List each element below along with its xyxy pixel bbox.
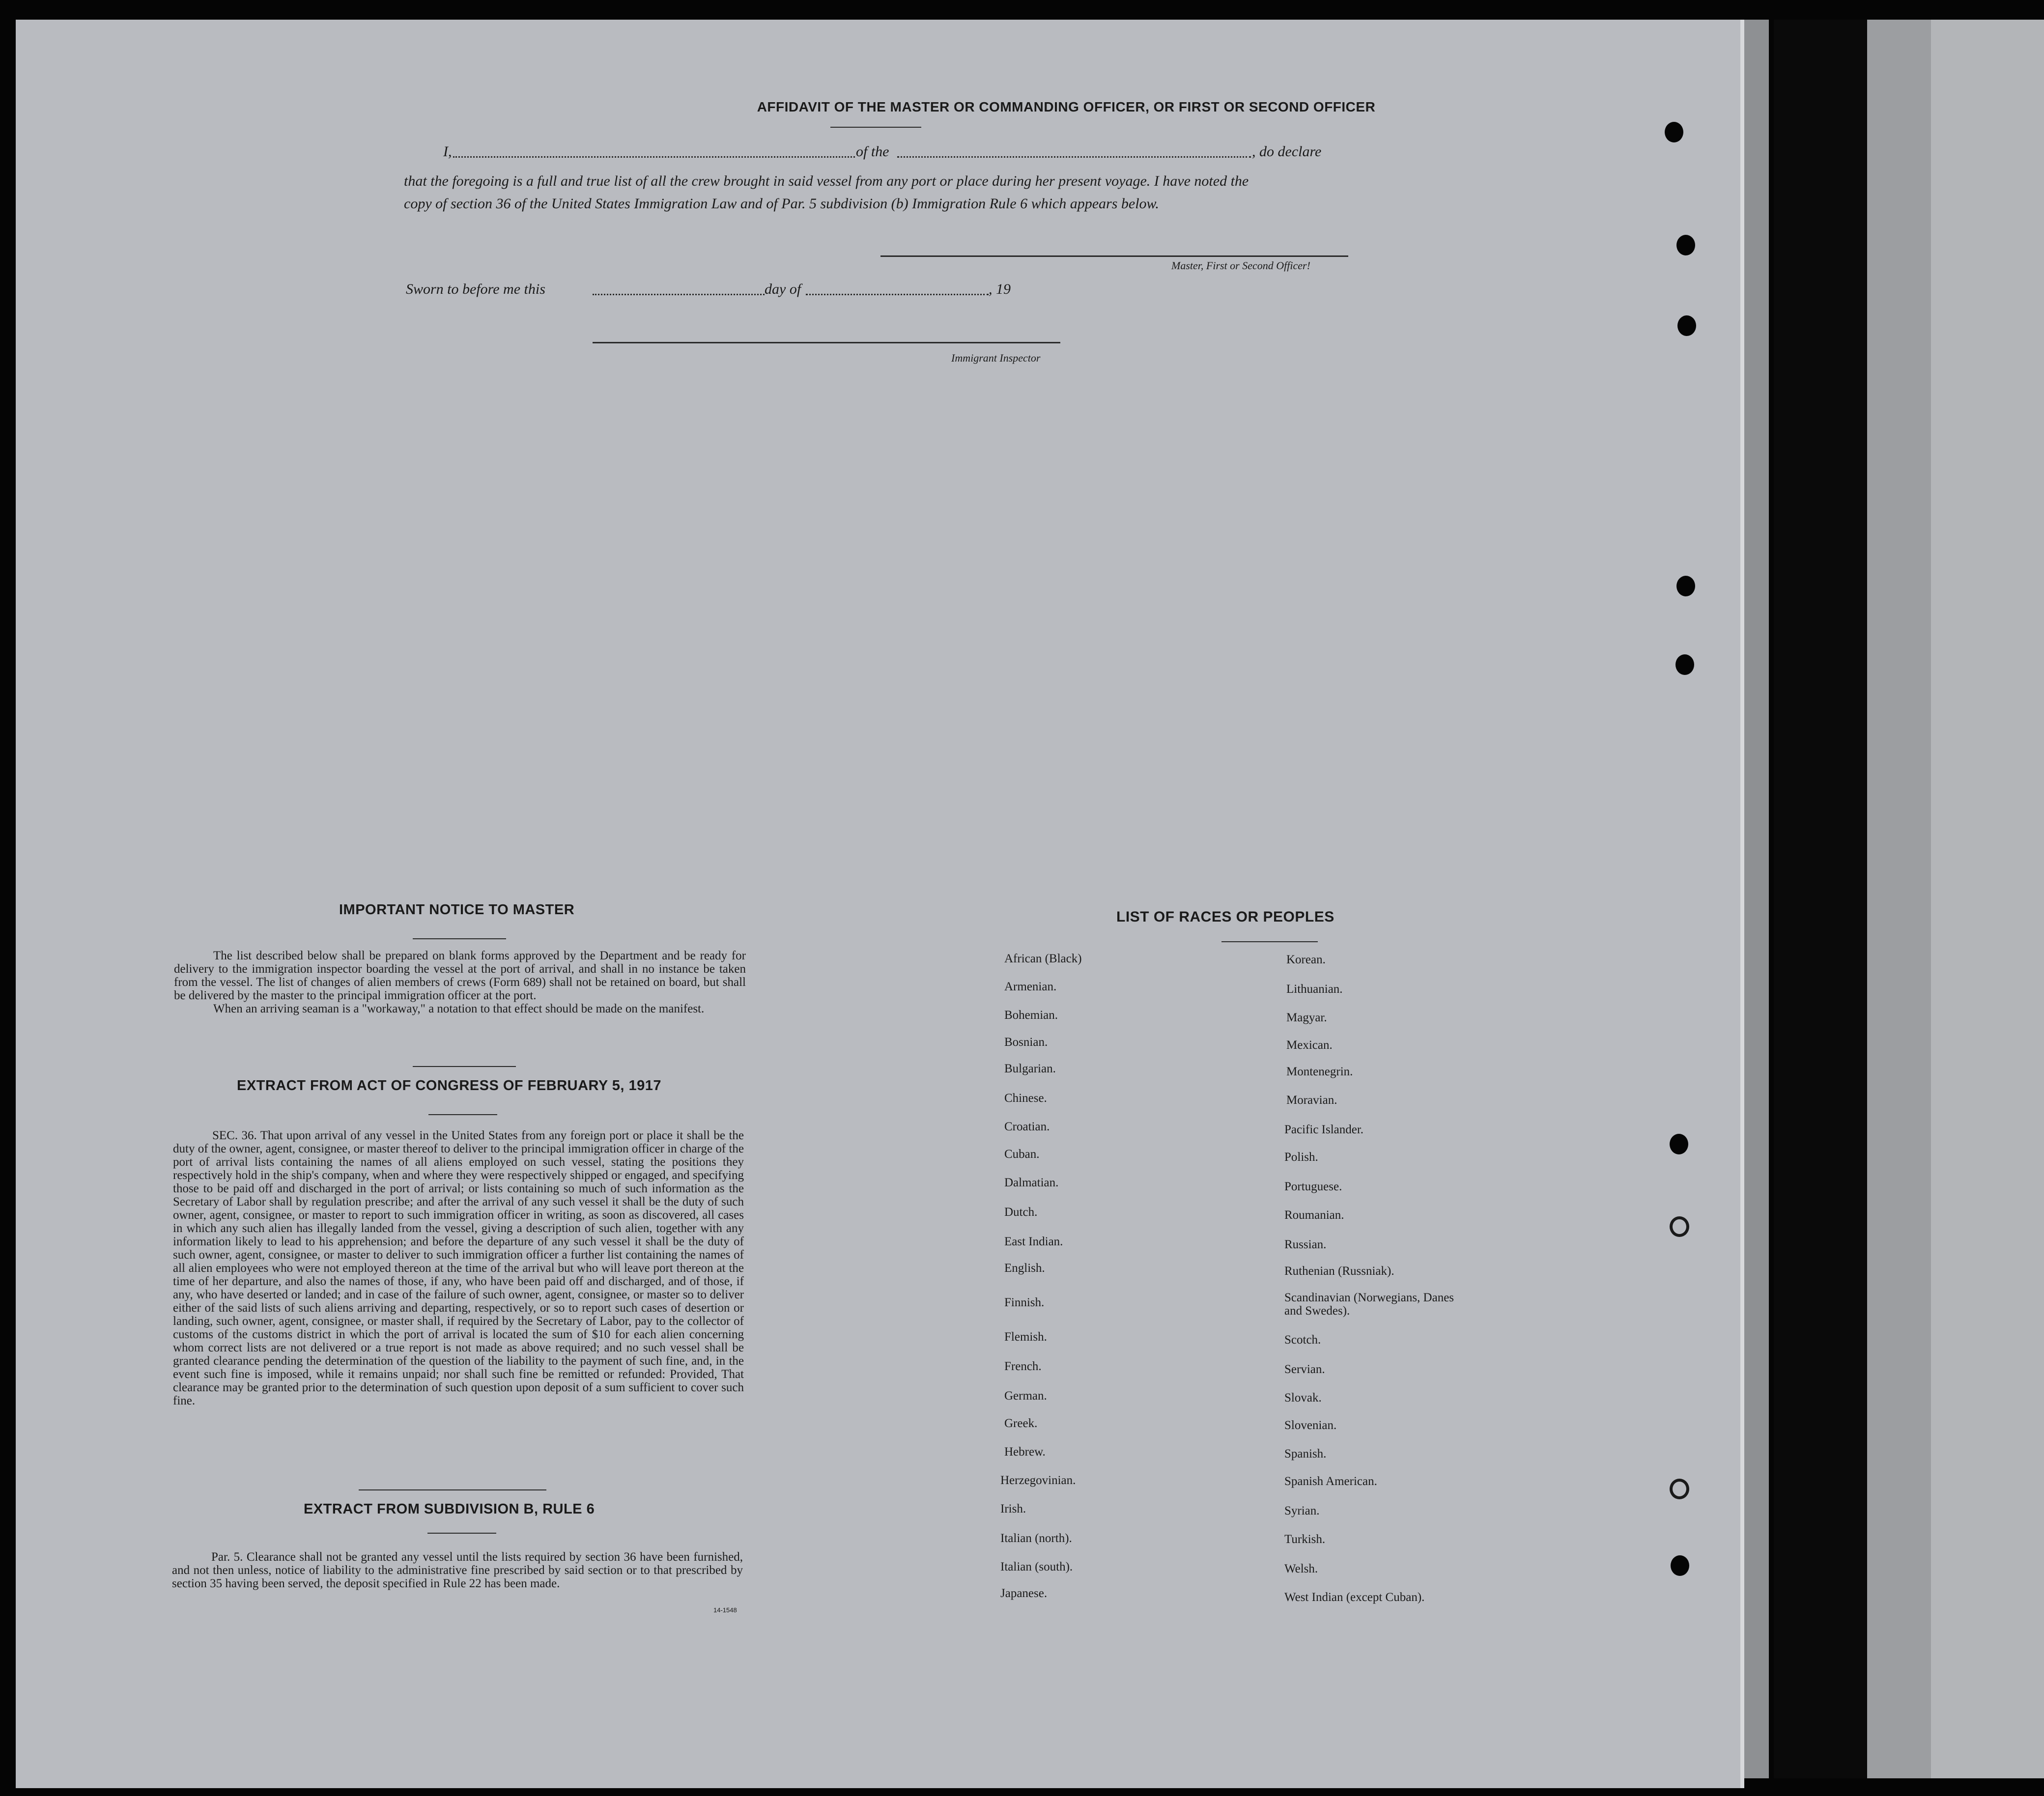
- affidavit-title-rule: [830, 127, 921, 128]
- act-top-rule: [413, 1066, 516, 1067]
- race-right: Syrian.: [1284, 1504, 1320, 1517]
- race-right: Montenegrin.: [1286, 1065, 1353, 1078]
- master-signature-line: [880, 255, 1348, 257]
- name-blank: [453, 156, 855, 158]
- race-left: Hebrew.: [1004, 1445, 1046, 1459]
- sworn-label: Sworn to before me this: [406, 281, 545, 297]
- race-right: Scandinavian (Norwegians, Danes and Swedes).: [1284, 1291, 1454, 1318]
- rule6-body: [172, 1550, 743, 1590]
- race-left: Bosnian.: [1004, 1036, 1048, 1049]
- race-right: Korean.: [1286, 953, 1326, 966]
- rule6-title: EXTRACT FROM SUBDIVISION B, RULE 6: [304, 1501, 595, 1517]
- race-right: Magyar.: [1286, 1011, 1327, 1024]
- races-title: LIST OF RACES OR PEOPLES: [1116, 909, 1334, 925]
- punch-hole: [1675, 654, 1694, 675]
- punch-hole: [1670, 1134, 1688, 1154]
- punch-hole: [1665, 122, 1683, 142]
- punch-hole: [1670, 1216, 1689, 1237]
- race-left: Finnish.: [1004, 1296, 1045, 1309]
- affidavit-line-2: that the foregoing is a full and true list of all the crew brought in said vessel from any port or place during her present voyage. I have noted the: [404, 173, 1249, 189]
- race-left: Cuban.: [1004, 1148, 1040, 1161]
- act-body: [173, 1129, 744, 1407]
- races-title-rule: [1221, 941, 1318, 942]
- notice-body: [174, 949, 746, 1015]
- race-left: Italian (north).: [1000, 1532, 1072, 1545]
- race-left: Armenian.: [1004, 980, 1057, 993]
- race-left: Croatian.: [1004, 1120, 1050, 1133]
- sworn-month-blank: [806, 294, 989, 295]
- race-right: Moravian.: [1286, 1094, 1337, 1107]
- affidavit-i-label: I,: [443, 143, 452, 160]
- punch-hole: [1676, 576, 1695, 596]
- race-right: Ruthenian (Russniak).: [1284, 1264, 1394, 1278]
- race-left: Flemish.: [1004, 1330, 1047, 1344]
- race-left: German.: [1004, 1389, 1047, 1403]
- race-right: Servian.: [1284, 1363, 1325, 1376]
- race-right: Slovak.: [1284, 1391, 1322, 1404]
- act-title-rule: [428, 1114, 497, 1115]
- document-page: [16, 20, 1744, 1788]
- race-right: Polish.: [1284, 1151, 1318, 1164]
- race-right: Turkish.: [1284, 1533, 1326, 1546]
- race-right: Pacific Islander.: [1284, 1123, 1364, 1136]
- vessel-blank: [897, 156, 1251, 158]
- affidavit-title: AFFIDAVIT OF THE MASTER OR COMMANDING OFFICER, OR FIRST OR SECOND OFFICER: [757, 99, 1376, 114]
- notice-title: IMPORTANT NOTICE TO MASTER: [339, 902, 575, 918]
- notice-title-rule: [413, 938, 506, 939]
- underlying-page-margin: [1931, 20, 2044, 1778]
- race-right: Spanish.: [1284, 1447, 1327, 1460]
- inspector-label: Immigrant Inspector: [951, 352, 1041, 364]
- sworn-day-blank: [593, 294, 765, 295]
- year-label: , 19: [989, 281, 1011, 297]
- rule6-paragraph: Par. 5. Clearance shall not be granted any vessel until the lists required by section 36 have been furnished, and not then unless, notice of liability to the administrative fine prescribed by said section or to that prescribed by section 35 having been served, the deposit specified in Rule 22 has been made.: [172, 1550, 743, 1590]
- binder-gap: [1774, 20, 1872, 1778]
- act-section-36: SEC. 36. That upon arrival of any vessel in the United States from any foreign port or place it shall be the duty of the owner, agent, consignee, or master thereof to deliver to the principal immigration officer in charge of the port of arrival lists containing the names of all aliens employed on such vessel, stating the positions they respectively hold in the ship's company, when and where they were respectively shipped or engaged, and specifying those to be paid off and discharged in the port of arrival; or lists containing so much of such information as the Secretary of Labor shall by regulation prescribe; and after the arrival of any such vessel it shall be the duty of such owner, agent, consignee, or master to report to such immigration officer in writing, as soon as discovered, all cases in which any such alien has illegally landed from the vessel, giving a description of such alien, together with any information likely to lead to his apprehension; and before the departure of any such vessel it shall be the duty of such owner, agent, consignee, or master to deliver to such immigration officer a further list containing the names of all alien employees who were not employed thereon at the time of the arrival but who will leave port thereon at the time of her departure, and also the names of those, if any, who have been paid off and discharged, and of those, if any, who have deserted or landed; and in case of the failure of such owner, agent, consignee, or master so to deliver either of the said lists of such aliens arriving and departing, respectively, or so to report such cases of desertion or landing, such owner, agent, consignee, or master shall, if required by the Secretary of Labor, pay to the collector of customs of the customs district in which the port of arrival is located the sum of $10 for each alien concerning whom correct lists are not delivered or a true report is not made as above required; and no such vessel shall be granted clearance pending the determination of the question of the liability to the payment of such fine, and, in the event such fine is imposed, while it remains unpaid; nor shall such fine be remitted or refunded: Provided, That clearance may be granted prior to the determination of such question upon deposit of a sum sufficient to cover such fine.: [173, 1129, 744, 1407]
- race-left: Italian (south).: [1000, 1560, 1073, 1573]
- affidavit-of-the-label: of the: [856, 143, 889, 160]
- race-left: Japanese.: [1000, 1587, 1048, 1600]
- race-left: Chinese.: [1004, 1092, 1047, 1105]
- race-right: Scotch.: [1284, 1333, 1321, 1347]
- punch-hole: [1676, 235, 1695, 255]
- affidavit-line-3: copy of section 36 of the United States Immigration Law and of Par. 5 subdivision (b) Immigration Rule 6 which appears below.: [404, 196, 1159, 212]
- race-right: Lithuanian.: [1286, 982, 1343, 996]
- race-left: African (Black): [1004, 952, 1082, 965]
- punch-hole: [1671, 1555, 1689, 1576]
- race-right: Slovenian.: [1284, 1419, 1337, 1432]
- race-left: French.: [1004, 1360, 1042, 1373]
- day-of-label: day of: [765, 281, 801, 297]
- rule6-top-rule: [359, 1489, 546, 1490]
- master-signature-label: Master, First or Second Officer!: [1171, 259, 1310, 272]
- race-left: Irish.: [1000, 1502, 1026, 1515]
- rule6-title-rule: [427, 1533, 496, 1534]
- page-edge: [1744, 20, 1769, 1778]
- race-left: Dalmatian.: [1004, 1176, 1059, 1189]
- affidavit-do-declare: , do declare: [1252, 143, 1322, 160]
- race-left: Bohemian.: [1004, 1009, 1058, 1022]
- race-right: Welsh.: [1284, 1562, 1318, 1575]
- inspector-signature-line: [593, 342, 1060, 343]
- race-left: East Indian.: [1004, 1235, 1063, 1248]
- race-left: Herzegovinian.: [1000, 1474, 1076, 1487]
- race-right: Mexican.: [1286, 1038, 1333, 1052]
- punch-hole: [1677, 315, 1696, 336]
- race-right: Spanish American.: [1284, 1475, 1377, 1488]
- underlying-page-edge: [1867, 20, 1931, 1778]
- race-left: English.: [1004, 1262, 1045, 1275]
- form-number: 14-1548: [713, 1606, 737, 1614]
- race-left: Greek.: [1004, 1417, 1038, 1430]
- act-title: EXTRACT FROM ACT OF CONGRESS OF FEBRUARY 5, 1917: [237, 1078, 662, 1094]
- race-right: Portuguese.: [1284, 1180, 1342, 1193]
- race-left: Bulgarian.: [1004, 1062, 1056, 1075]
- race-right: Russian.: [1284, 1238, 1327, 1251]
- race-right: Roumanian.: [1284, 1208, 1344, 1222]
- notice-paragraph-2: When an arriving seaman is a "workaway," a notation to that effect should be made on the manifest.: [213, 1002, 705, 1015]
- punch-hole: [1670, 1479, 1689, 1499]
- race-right: West Indian (except Cuban).: [1284, 1591, 1425, 1604]
- race-left: Dutch.: [1004, 1206, 1038, 1219]
- notice-paragraph-1: The list described below shall be prepared on blank forms approved by the Department and be ready for delivery to the immigration inspector boarding the vessel at the port of arrival, and shall in no instance be taken from the vessel. The list of changes of alien members of crews (Form 689) shall not be retained on board, but shall be delivered by the master to the principal immigration officer at the port.: [174, 949, 746, 1002]
